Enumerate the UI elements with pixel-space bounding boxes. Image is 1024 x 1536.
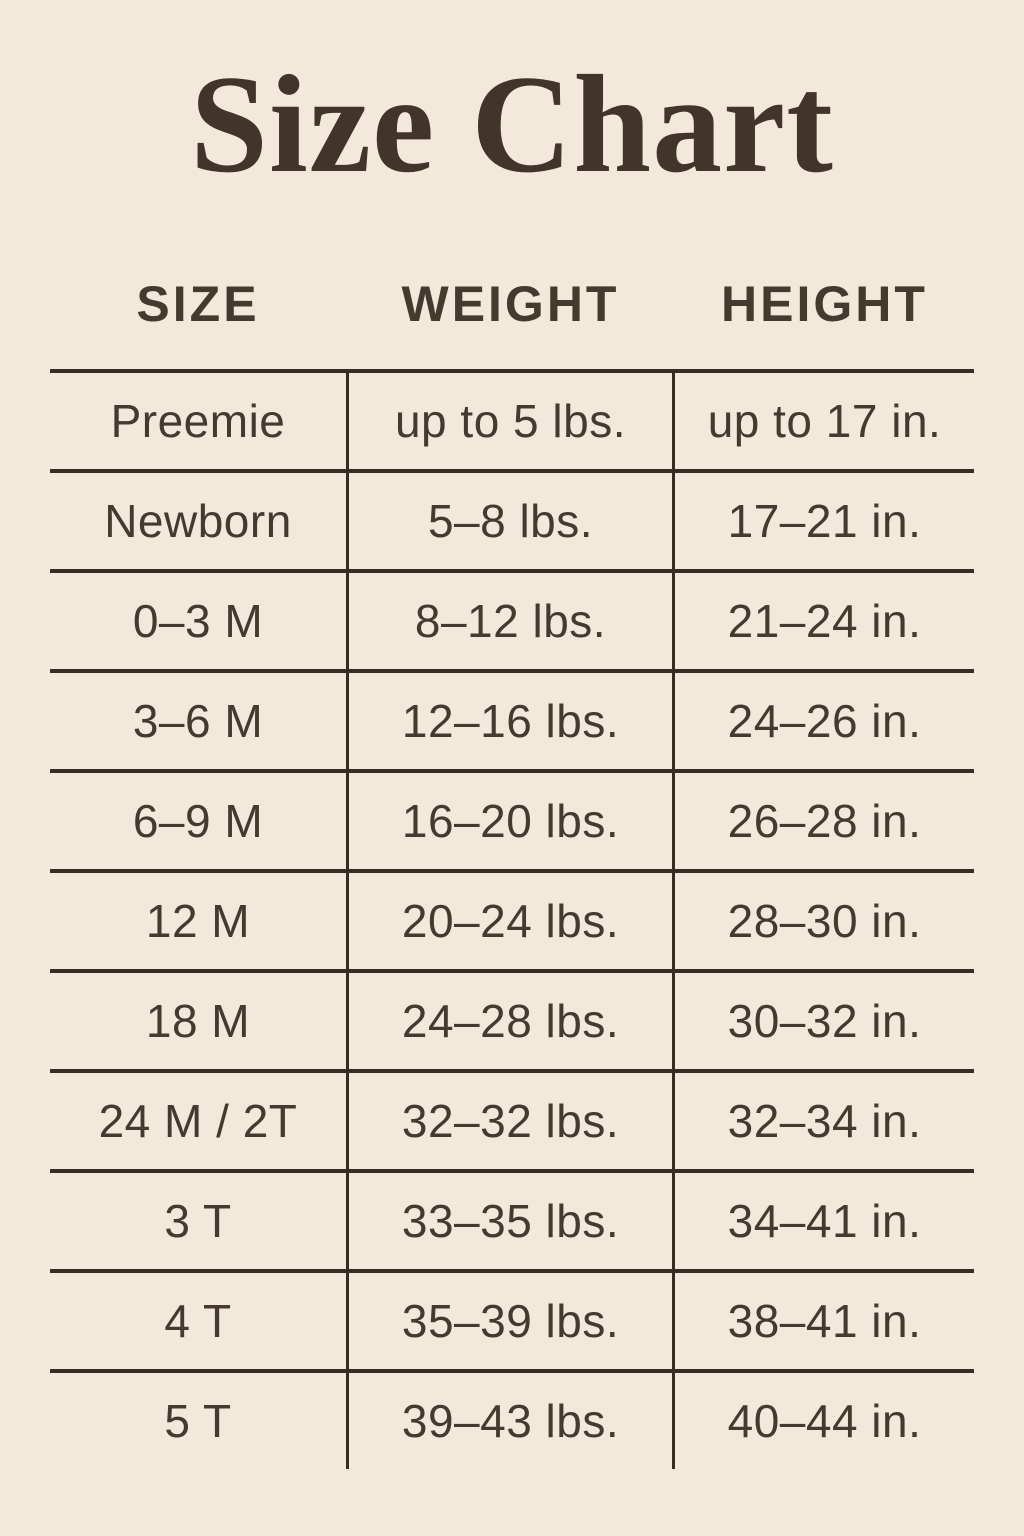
table-row — [50, 569, 974, 669]
size-table — [50, 276, 974, 1469]
cell-size: 4 T — [164, 1295, 232, 1347]
cell-size: 0–3 M — [132, 595, 264, 647]
cell-size: Preemie — [110, 395, 286, 447]
cell-height: 38–41 in. — [727, 1295, 922, 1347]
cell-height: 26–28 in. — [727, 795, 922, 847]
cell-weight: 24–28 lbs. — [346, 973, 675, 1069]
table-row — [50, 1369, 974, 1469]
page-title: Size Chart — [190, 47, 834, 202]
cell-height: up to 17 in. — [707, 395, 942, 447]
cell-weight: 8–12 lbs. — [346, 573, 675, 669]
cell-height: 28–30 in. — [727, 895, 922, 947]
cell-size: 24 M / 2T — [98, 1095, 298, 1147]
table-row — [50, 969, 974, 1069]
column-header-size: SIZE — [136, 276, 260, 332]
cell-weight: 20–24 lbs. — [346, 873, 675, 969]
column-header-weight: WEIGHT — [401, 276, 620, 332]
cell-weight: 35–39 lbs. — [346, 1273, 675, 1369]
cell-weight: up to 5 lbs. — [346, 373, 675, 469]
table-row — [50, 669, 974, 769]
cell-weight: 33–35 lbs. — [346, 1173, 675, 1269]
cell-height: 21–24 in. — [727, 595, 922, 647]
table-row — [50, 1069, 974, 1169]
cell-size: 5 T — [164, 1395, 232, 1447]
cell-size: 3–6 M — [132, 695, 264, 747]
cell-height: 34–41 in. — [727, 1195, 922, 1247]
table-body — [50, 369, 974, 1469]
cell-height: 30–32 in. — [727, 995, 922, 1047]
cell-weight: 39–43 lbs. — [346, 1373, 675, 1469]
cell-size: 18 M — [145, 995, 251, 1047]
cell-size: 6–9 M — [132, 795, 264, 847]
cell-size: Newborn — [104, 495, 292, 547]
cell-weight: 16–20 lbs. — [346, 773, 675, 869]
table-row — [50, 1269, 974, 1369]
cell-size: 12 M — [145, 895, 251, 947]
cell-weight: 5–8 lbs. — [346, 473, 675, 569]
table-header-row — [50, 276, 974, 369]
column-header-height: HEIGHT — [721, 276, 928, 332]
cell-height: 40–44 in. — [727, 1395, 922, 1447]
cell-size: 3 T — [164, 1195, 232, 1247]
table-row — [50, 769, 974, 869]
table-row — [50, 869, 974, 969]
table-row — [50, 369, 974, 469]
table-row — [50, 469, 974, 569]
table-row — [50, 1169, 974, 1269]
cell-height: 17–21 in. — [727, 495, 922, 547]
cell-height: 32–34 in. — [727, 1095, 922, 1147]
cell-height: 24–26 in. — [727, 695, 922, 747]
cell-weight: 32–32 lbs. — [346, 1073, 675, 1169]
cell-weight: 12–16 lbs. — [346, 673, 675, 769]
